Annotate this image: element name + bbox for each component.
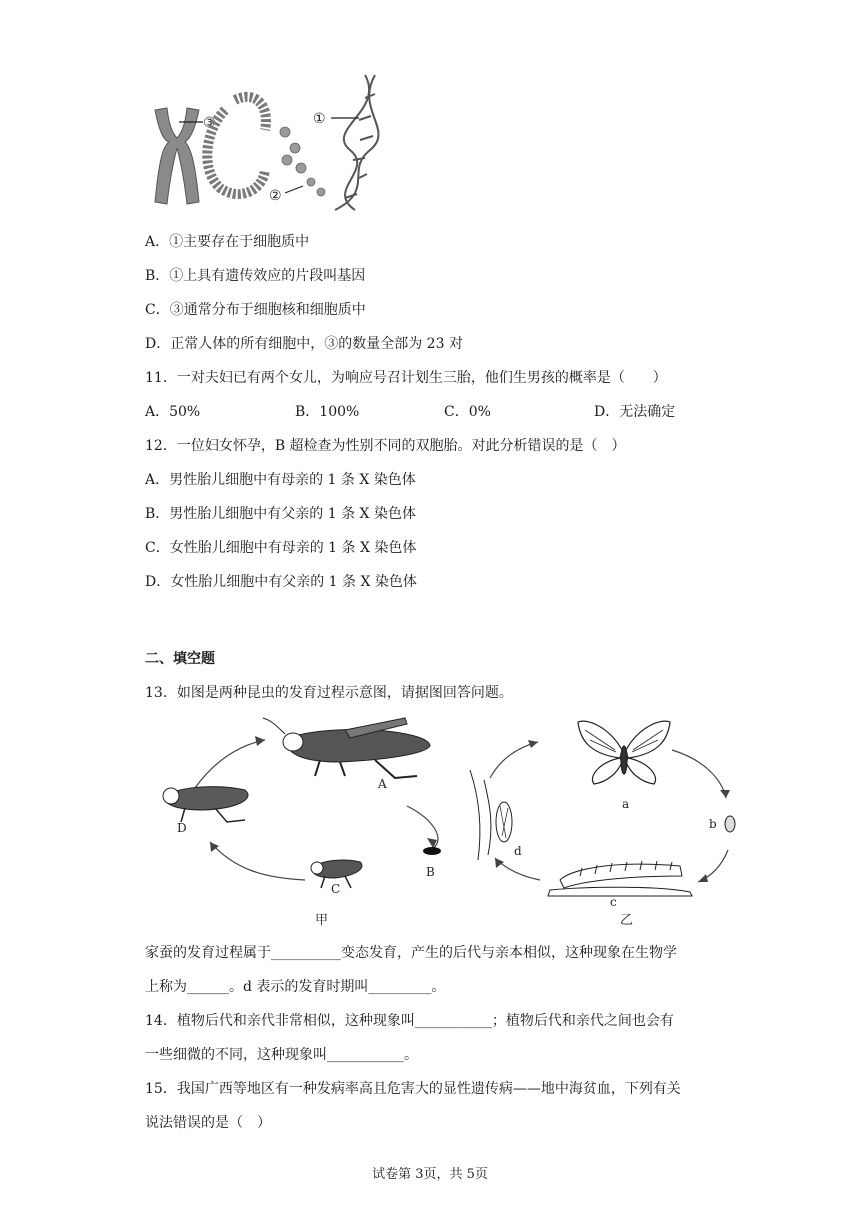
caption-yi: 乙 — [620, 913, 634, 928]
q14-line2: 一些细微的不同，这种现象叫___________。 — [145, 1047, 418, 1063]
label-2-pointer — [285, 186, 303, 193]
label-C: C — [331, 882, 341, 896]
grasshopper-lifecycle-figure — [145, 710, 455, 932]
q10-option-a: A．①主要存在于细胞质中 — [145, 234, 310, 250]
q15-line2: 说法错误的是（ ） — [145, 1115, 271, 1131]
adult-moth — [578, 721, 670, 784]
q12-option-d: D．女性胎儿细胞中有父亲的 1 条 X 染色体 — [145, 574, 417, 590]
larva — [548, 861, 692, 896]
q12-option-a: A．男性胎儿细胞中有母亲的 1 条 X 染色体 — [145, 472, 416, 488]
q11-option-b: B．100% — [295, 404, 360, 420]
label-3: ③ — [203, 115, 216, 131]
label-2: ② — [269, 188, 282, 204]
label-D: D — [177, 821, 187, 835]
label-d: d — [514, 844, 522, 858]
q12-stem: 12．一位妇女怀孕，B 超检查为性别不同的双胞胎。对此分析错误的是（ ） — [145, 438, 626, 454]
butterfly-lifecycle-figure — [460, 710, 750, 932]
egg — [423, 847, 441, 855]
pupa — [470, 770, 512, 860]
page-footer: 试卷第 3页，共 5页 — [372, 1167, 488, 1182]
arrowhead — [720, 790, 730, 798]
label-c: c — [610, 895, 617, 909]
label-a: a — [622, 797, 630, 811]
arrowhead — [495, 858, 504, 868]
older-nymph — [163, 787, 248, 822]
adult-grasshopper — [263, 718, 430, 778]
q10-option-d: D．正常人体的所有细胞中，③的数量全部为 23 对 — [145, 336, 463, 352]
arrowhead — [698, 874, 708, 882]
q10-option-b: B．①上具有遗传效应的片段叫基因 — [145, 268, 366, 284]
q10-option-c: C．③通常分布于细胞核和细胞质中 — [145, 302, 366, 318]
q11-option-d: D．无法确定 — [594, 404, 676, 420]
q12-option-c: C．女性胎儿细胞中有母亲的 1 条 X 染色体 — [145, 540, 417, 556]
q14-line1: 14．植物后代和亲代非常相似，这种现象叫___________；植物后代和亲代之间也会有 — [145, 1013, 674, 1029]
q15-line1: 15．我国广西等地区有一种发病率高且危害大的显性遗传病——地中海贫血，下列有关 — [145, 1081, 681, 1097]
q12-option-b: B．男性胎儿细胞中有父亲的 1 条 X 染色体 — [145, 506, 416, 522]
dna-double-helix — [335, 75, 379, 210]
q11-option-a: A．50% — [145, 404, 201, 420]
label-1: ① — [313, 111, 326, 127]
q11-option-c: C．0% — [444, 404, 491, 420]
label-A: A — [378, 777, 387, 791]
label-b: b — [709, 817, 717, 831]
q13-text-line1: 家蚕的发育过程属于__________变态发育，产生的后代与亲本相似，这种现象在生物学 — [145, 945, 677, 961]
arrowhead — [255, 736, 265, 746]
chromosome-dna-figure — [145, 70, 395, 215]
q11-stem: 11．一对夫妇已有两个女儿，为响应号召计划生三胎，他们生男孩的概率是（ ） — [145, 370, 667, 386]
egg — [725, 816, 735, 832]
section-title: 二、填空题 — [145, 651, 215, 667]
chromatin-coil — [207, 97, 266, 194]
caption-jia: 甲 — [315, 913, 329, 928]
arrowhead — [528, 740, 538, 748]
q13-stem: 13．如图是两种昆虫的发育过程示意图，请据图回答问题。 — [145, 685, 513, 701]
q13-text-line2: 上称为______。d 表示的发育时期叫_________。 — [145, 979, 446, 995]
label-B: B — [426, 865, 435, 879]
